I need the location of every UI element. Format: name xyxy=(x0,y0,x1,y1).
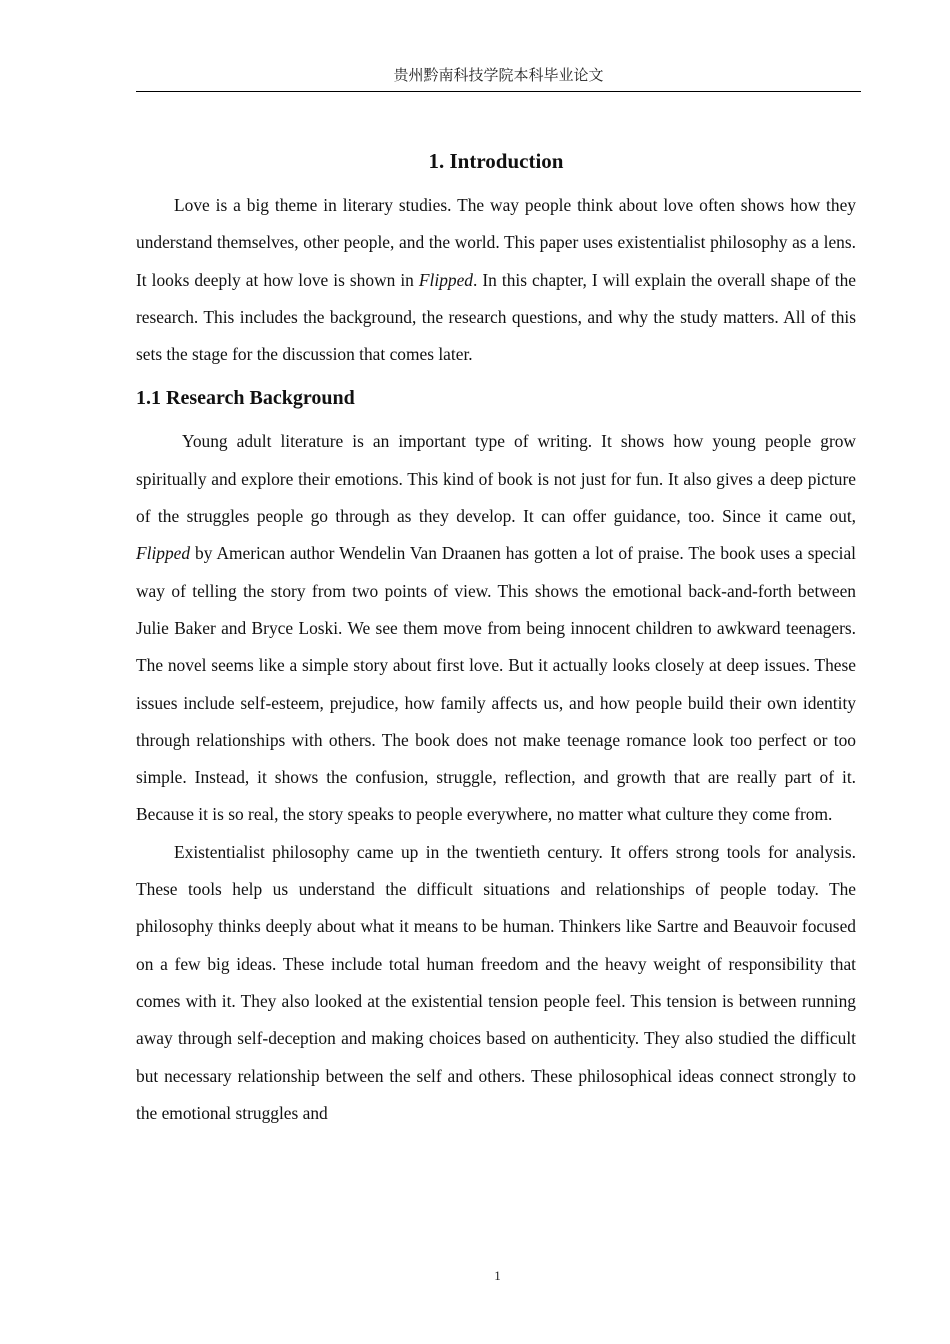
book-title-italic: Flipped xyxy=(418,269,473,290)
running-header: 贵州黔南科技学院本科毕业论文 xyxy=(393,68,604,84)
page-content xyxy=(136,143,856,1132)
header-rule xyxy=(136,91,861,92)
intro-paragraph xyxy=(136,187,856,373)
background-paragraph-2: Existentialist philosophy came up in the twentieth century. It offers strong tools for analysis. These tools help us understand the difficult situations and relationships of people today. The philosophy thinks deeply about what it means to be human. Thinkers like Sartre and Beauvoir focused on a few big ideas. These include total human freedom and the heavy weight of responsibility that comes with it. They also looked at the existential tension people feel. This tension is between running away through self-deception and making choices based on authenticity. They also studied the difficult but necessary relationship between the self and others. These philosophical ideas connect strongly to the emotional struggles and xyxy=(136,841,856,1123)
background-text-start: Young adult literature is an important type of writing. It shows how young people grow spiritually and explore their emotions. This kind of book is not just for fun. It also gives a deep picture of the struggles people go through as they develop. It can offer guidance, too. Since it came out, xyxy=(136,431,856,527)
intro-text-start: Love is a big theme in literary studies. The way people think about love often shows how they understand themselves, other people, and the world. This paper uses existentialist philosophy as a lens. It looks deeply at how love is shown in xyxy=(136,195,856,290)
intro-text-end: . In this chapter, I will explain the overall shape of the research. This includes the background, the research questions, and why the study matters. All of this sets the stage for the discussion that comes later. xyxy=(136,269,856,365)
chapter-title: 1. Introduction xyxy=(428,149,564,173)
page-number: 1 xyxy=(494,1268,501,1283)
section-title: 1.1 Research Background xyxy=(136,387,355,410)
background-paragraph-1 xyxy=(136,423,856,833)
background-text-end: by American author Wendelin Van Draanen has gotten a lot of praise. The book uses a special way of telling the story from two points of view. This shows the emotional back-and-forth between Julie Baker and Bryce Loski. We see them move from being innocent children to awkward teenagers. The novel seems like a simple story about first love. But it actually looks closely at deep issues. These issues include self-esteem, prejudice, how family affects us, and how people build their own identity through relationships with others. The book does not make teenage romance look too perfect or too simple. Instead, it shows the confusion, struggle, reflection, and growth that are really part of it. Because it is so real, the story speaks to people everywhere, no matter what culture they come from. xyxy=(136,543,856,825)
book-title-italic: Flipped xyxy=(136,543,191,564)
